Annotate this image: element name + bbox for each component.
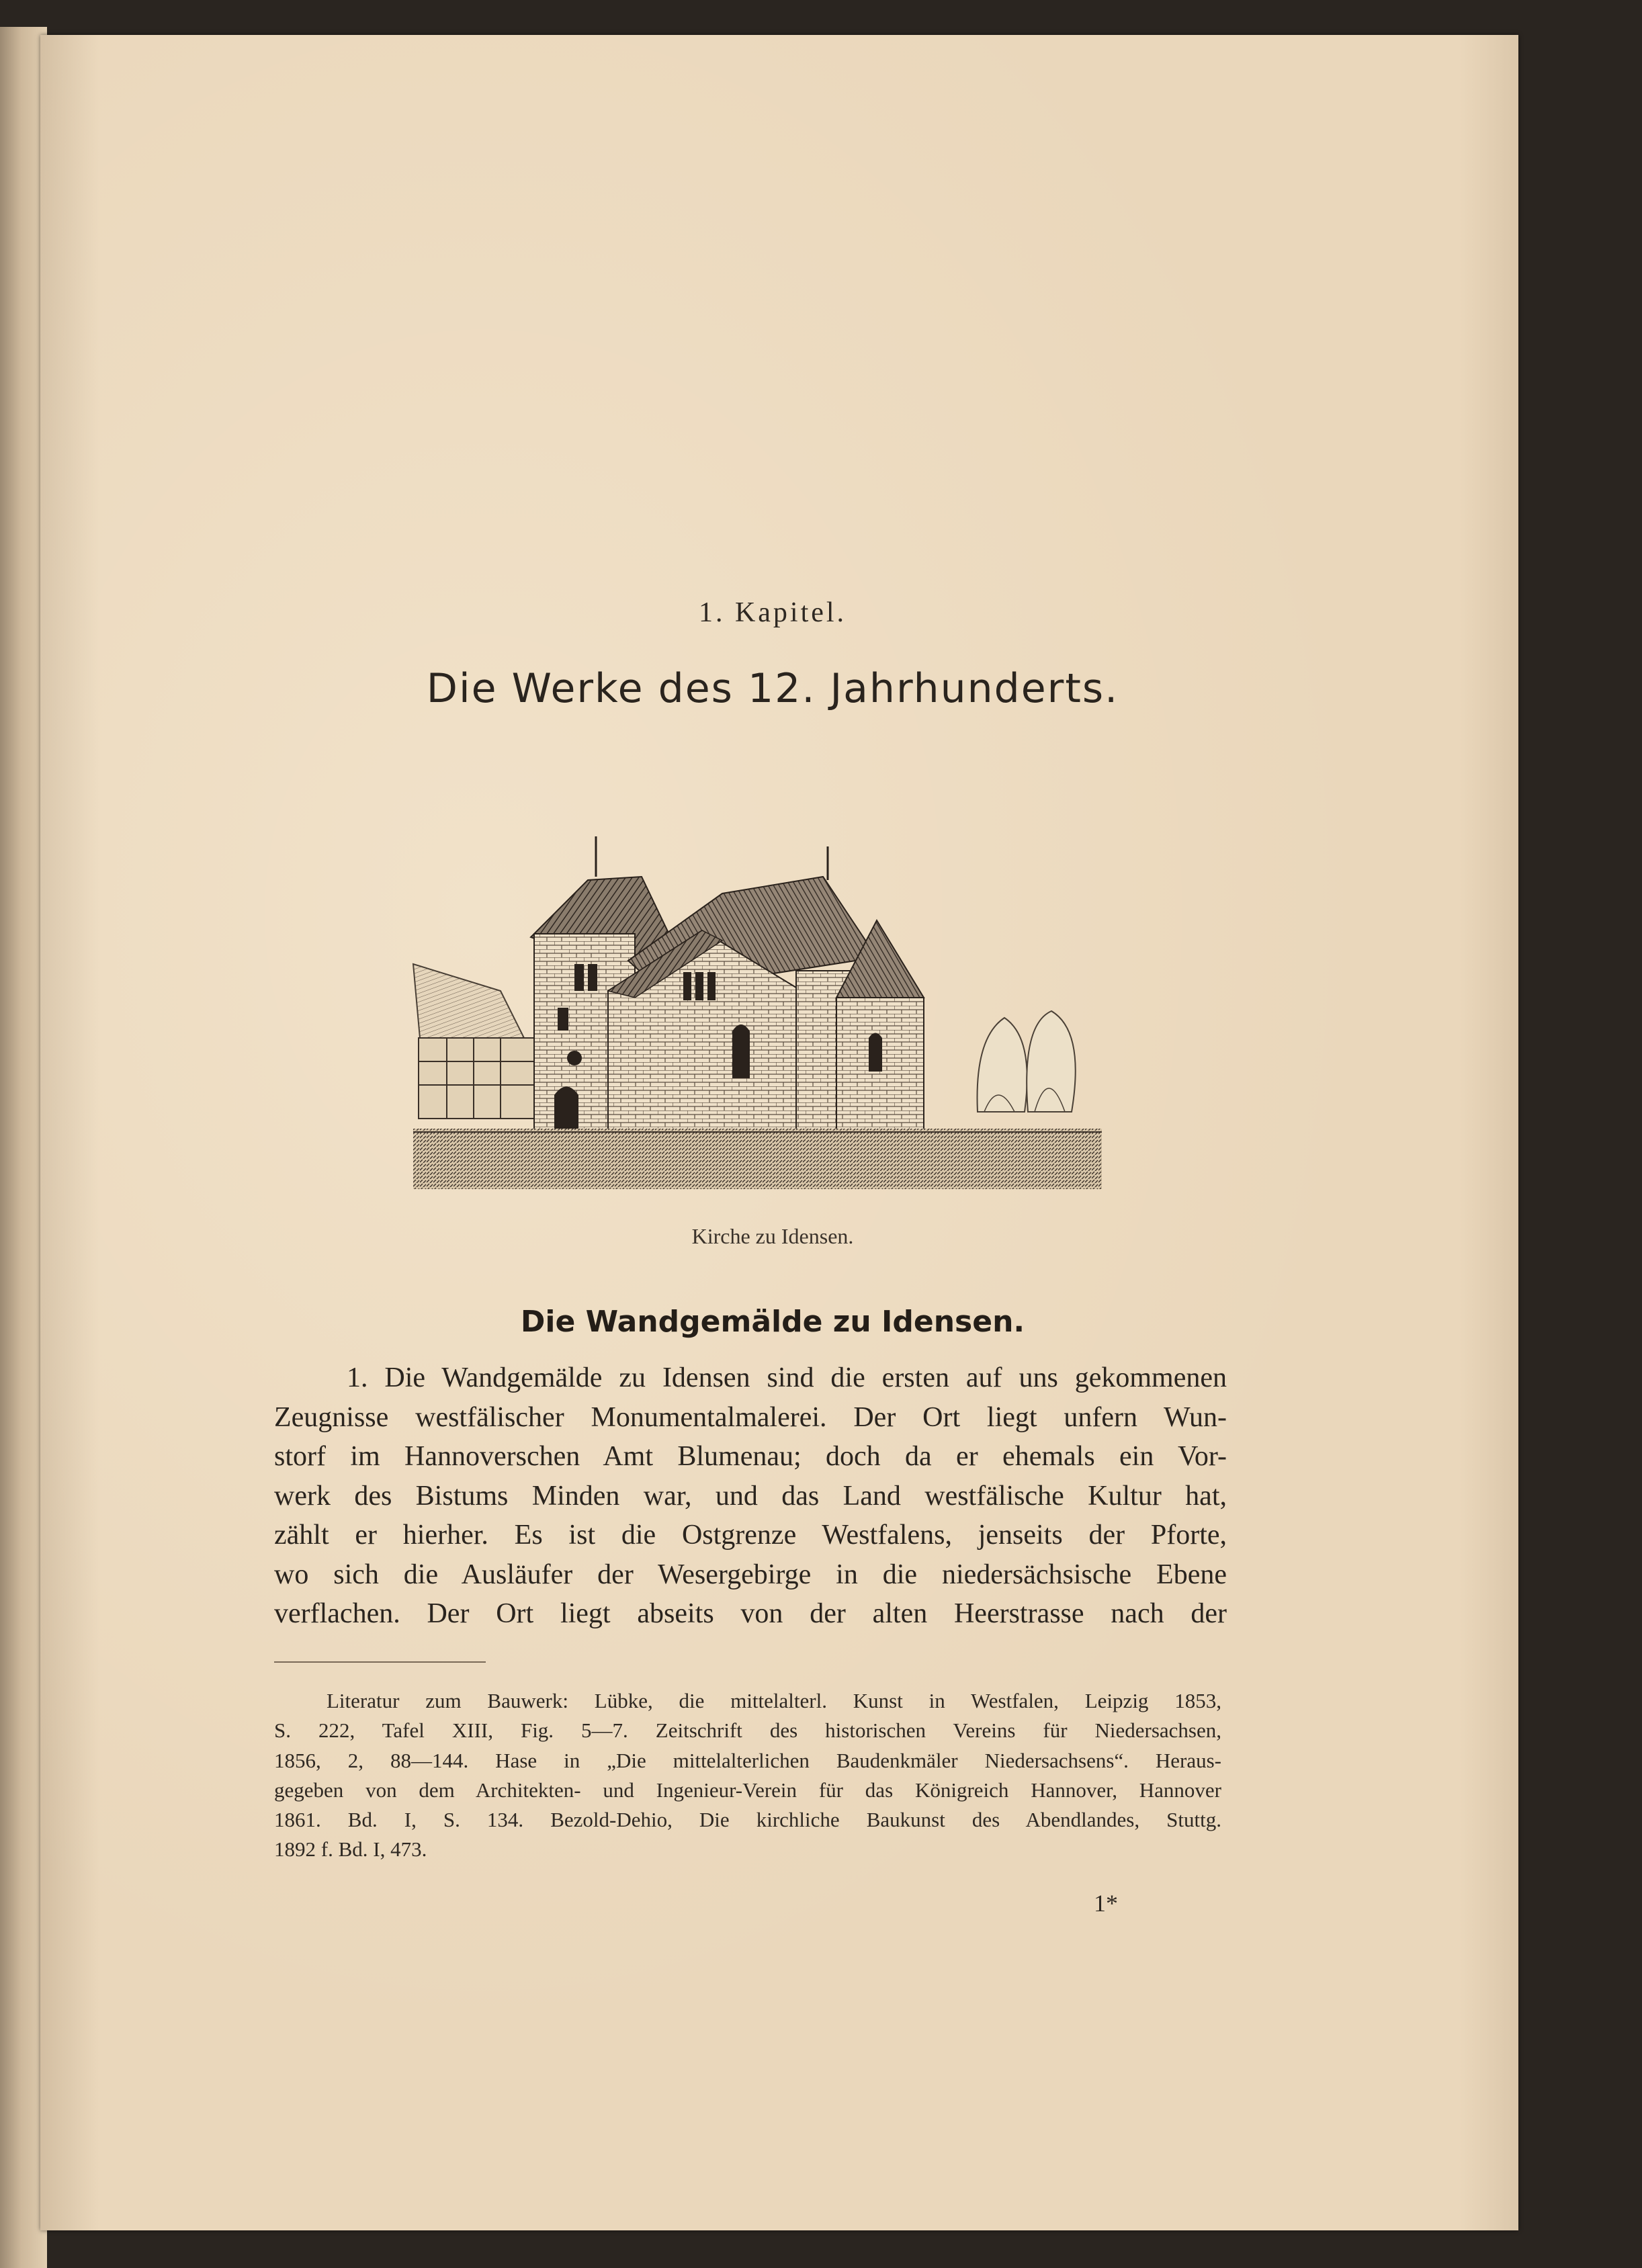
chapter-label: 1. Kapitel. (698, 597, 847, 628)
figure-caption: Kirche zu Idensen. (691, 1224, 854, 1248)
body-paragraph (274, 1358, 1227, 1634)
body-line: wo sich die Ausläufer der Wesergebirge in die niedersächsische Ebene (274, 1559, 1227, 1590)
church-illustration (406, 796, 1109, 1192)
body-line: werk des Bistums Minden war, und das Land westfälische Kultur hat, (274, 1480, 1227, 1512)
body-line: verflachen. Der Ort liegt abseits von der alten Heerstrasse nach der (274, 1598, 1227, 1629)
body-line: zählt er hierher. Es ist die Ostgrenze Westfalens, jenseits der Pforte, (274, 1520, 1227, 1551)
footnote-line: gegeben von dem Architekten- und Ingenieur-Verein für das Königreich Hannover, Hannover (274, 1778, 1221, 1802)
section-title: Die Wandgemälde zu Idensen. (520, 1305, 1025, 1339)
ground (413, 1129, 1102, 1189)
chapter-title: Die Werke des 12. Jahrhunderts. (426, 665, 1119, 712)
footnote-line: 1861. Bd. I, S. 134. Bezold-Dehio, Die kirchliche Baukunst des Abendlandes, Stuttg. (274, 1808, 1221, 1832)
body-line: 1. Die Wandgemälde zu Idensen sind die ersten auf uns gekommenen (347, 1362, 1227, 1393)
body-line: Zeugnisse westfälischer Monumentalmalerei. Der Ort liegt unfern Wun- (274, 1401, 1227, 1433)
footnote-line: 1892 f. Bd. I, 473. (274, 1837, 427, 1862)
page-number: 1* (1094, 1890, 1118, 1917)
barn-left (413, 964, 539, 1119)
footnote-line: S. 222, Tafel XIII, Fig. 5—7. Zeitschrift des historischen Vereins für Niedersachsen, (274, 1718, 1221, 1743)
footnote (274, 1686, 1221, 1865)
footnote-rule (274, 1661, 486, 1663)
footnote-line: 1856, 2, 88—144. Hase in „Die mittelalterlichen Baudenkmäler Niedersachsens“. Heraus- (274, 1748, 1221, 1772)
footnote-line: Literatur zum Bauwerk: Lübke, die mittelalterl. Kunst in Westfalen, Leipzig 1853, (327, 1689, 1221, 1712)
body-line: storf im Hannoverschen Amt Blumenau; doch da er ehemals ein Vor- (274, 1441, 1227, 1472)
trees-right (978, 1011, 1076, 1112)
